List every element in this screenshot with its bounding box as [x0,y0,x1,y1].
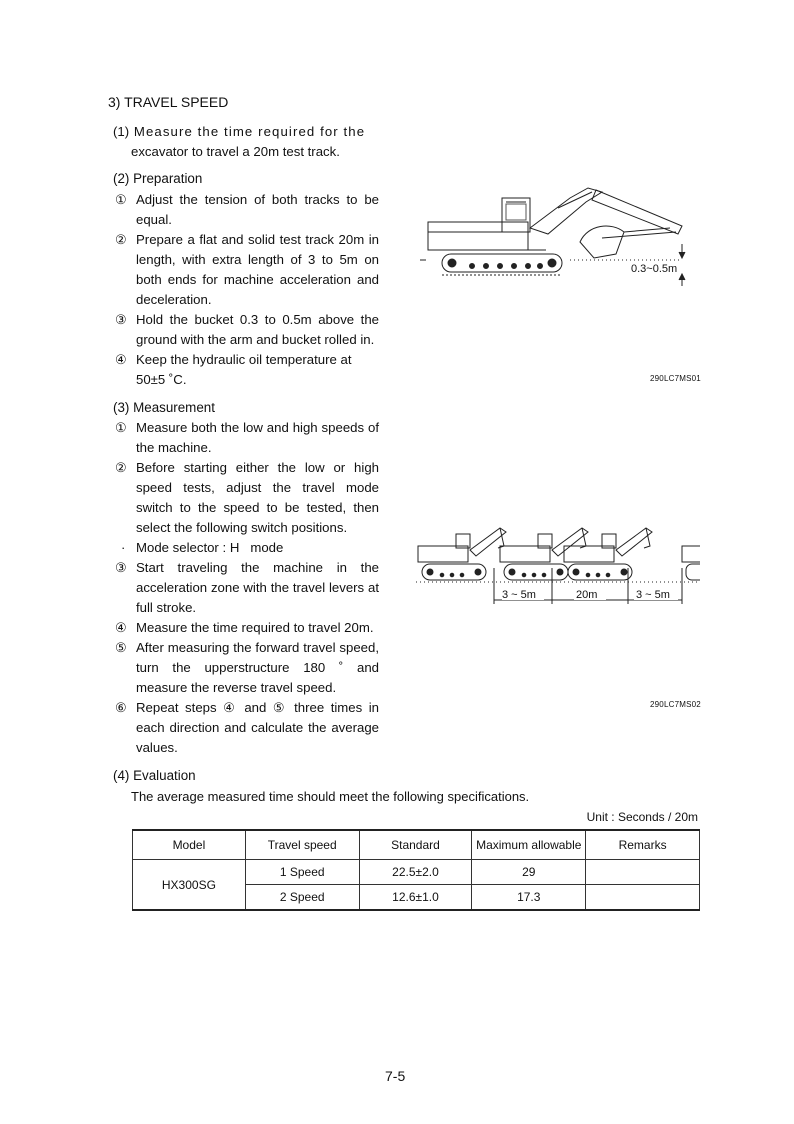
item-marker: ④ [115,620,127,635]
zone-label-right: 3 ~ 5m [636,589,670,601]
header-cell: Standard [359,830,472,860]
figure-code: 290LC7MS02 [650,700,701,709]
list-item [115,618,379,638]
item-marker: ③ [115,312,127,327]
item-marker: ⑥ [115,700,127,715]
item-marker: ⑤ [115,640,127,655]
intro-line-2: excavator to travel a 20m test track. [131,144,340,159]
measurement-heading: (3) Measurement [113,400,215,415]
item-text: Mode selector : H mode [136,540,284,555]
travel-speed-spec-table [132,829,700,911]
table-cell: 1 Speed [245,860,359,885]
header-cell: Travel speed [245,830,359,860]
item-text: Keep the hydraulic oil temperature at [136,352,352,367]
item-marker: ② [115,232,127,247]
list-item [115,538,379,558]
intro-marker: (1) [113,124,130,139]
item-text: Hold the bucket 0.3 to 0.5m above the ground with the arm and bucket rolled in. [136,312,379,347]
intro-paragraph [113,122,379,162]
item-text: Prepare a flat and solid test track 20m in length, with extra length of 3 to 5m on both ends for machine acceleration and deceleration. [136,232,379,307]
item-text: Repeat steps ④ and ⑤ three times in each direction and calculate the average values. [136,700,379,755]
table-header-row [133,830,700,860]
travel-track-figure [416,520,700,612]
table-cell [586,885,700,911]
page-number: 7-5 [385,1068,406,1084]
list-item [115,230,379,310]
item-text: Start traveling the machine in the acceleration zone with the travel levers at full stroke. [136,560,379,615]
item-marker: ① [115,420,127,435]
list-item [115,458,379,538]
table-cell [586,860,700,885]
list-item [115,190,379,230]
item-text: Before starting either the low or high speed tests, adjust the travel mode switch to the speed to be tested, then select the following switch positions. [136,460,379,535]
list-item [115,638,379,698]
item-marker: ③ [115,560,127,575]
table-cell: 17.3 [472,885,586,911]
header-cell: Remarks [586,830,700,860]
zone-label-mid: 20m [576,589,598,601]
model-cell: HX300SG [133,860,246,911]
item-marker: ② [115,460,127,475]
table-cell: 29 [472,860,586,885]
evaluation-heading: (4) Evaluation [113,768,196,783]
zone-label-left: 3 ~ 5m [502,589,536,601]
item-marker: · [121,540,126,555]
evaluation-text: The average measured time should meet the following specifications. [131,789,530,804]
list-item [115,698,379,758]
unit-label: Unit : Seconds / 20m [586,810,698,824]
item-text: After measuring the forward travel speed, turn the upperstructure 180 ˚ and measure the reverse travel speed. [136,640,379,695]
measurement-list [115,418,379,758]
header-cell: Maximum allowable [472,830,586,860]
table-cell: 2 Speed [245,885,359,911]
list-item [115,350,379,390]
header-cell: Model [133,830,246,860]
excavator-height-figure [420,180,700,290]
preparation-list [115,190,379,390]
item-text: 50±5 ˚C. [136,372,187,387]
item-marker: ④ [115,352,127,367]
list-item [115,418,379,458]
figure-code: 290LC7MS01 [650,374,701,383]
list-item [115,310,379,350]
list-item [115,558,379,618]
table-cell: 22.5±2.0 [359,860,472,885]
section-title: 3) TRAVEL SPEED [108,94,229,110]
preparation-heading: (2) Preparation [113,171,203,186]
height-label: 0.3~0.5m [631,263,678,275]
item-text: Measure both the low and high speeds of the machine. [136,420,379,455]
item-text: Adjust the tension of both tracks to be equal. [136,192,379,227]
intro-line-1: Measure the time required for the [133,124,366,139]
item-marker: ① [115,192,127,207]
table-cell: 12.6±1.0 [359,885,472,911]
item-text: Measure the time required to travel 20m. [136,620,374,635]
table-row [133,860,700,885]
